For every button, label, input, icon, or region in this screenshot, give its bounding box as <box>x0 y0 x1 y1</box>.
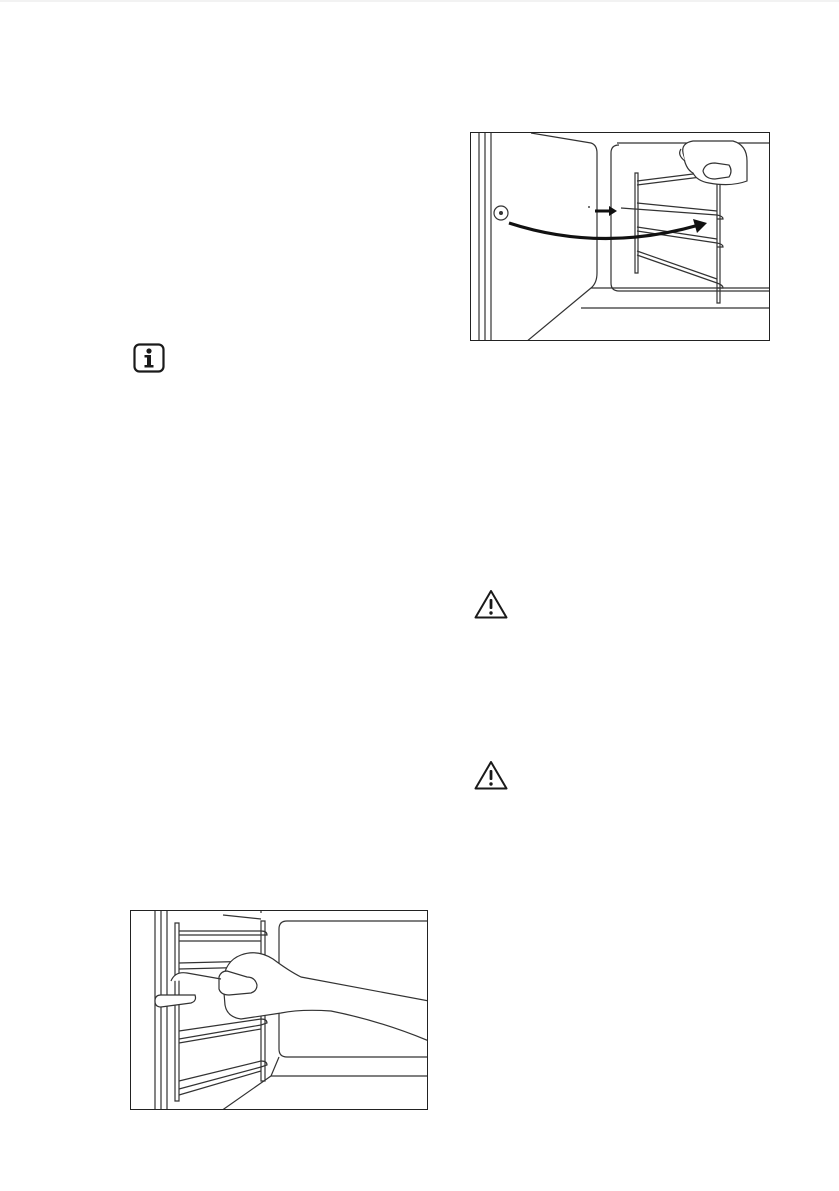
page-top-edge <box>0 0 839 2</box>
warning-icon <box>473 759 509 791</box>
figure-shelf-support-remove <box>130 910 428 1110</box>
figure-shelf-support-install <box>470 132 770 341</box>
info-icon <box>133 343 165 373</box>
warning-icon <box>473 588 509 620</box>
